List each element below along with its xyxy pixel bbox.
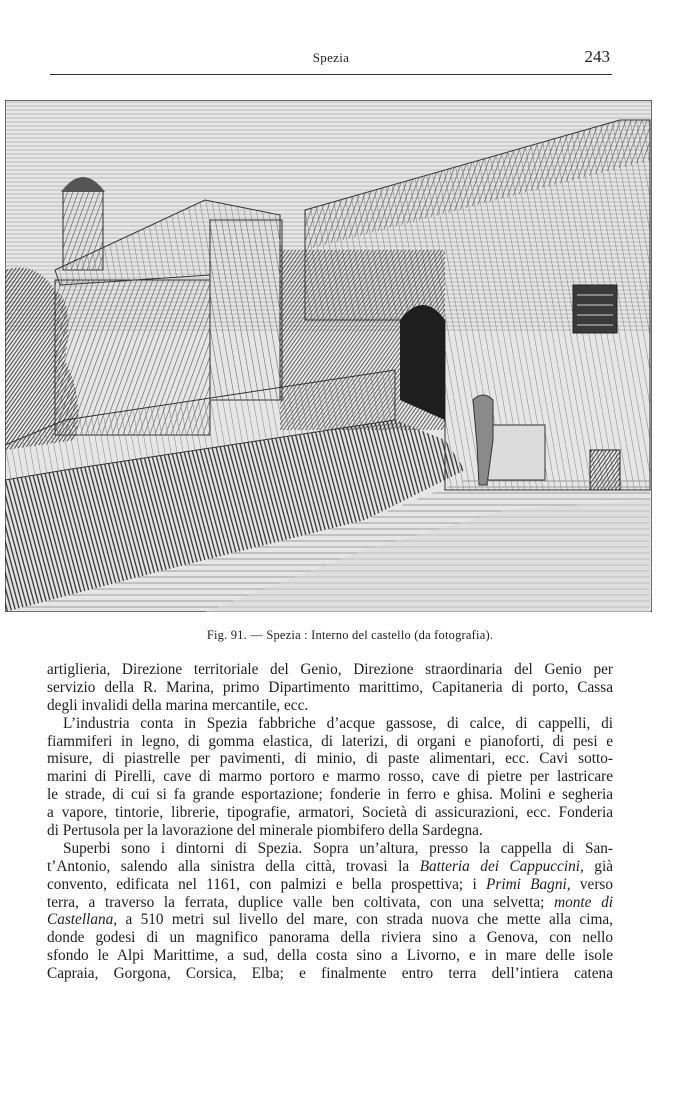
italic-place-name: monte di — [554, 893, 613, 911]
text-line: misure, di piastrelle per pavimenti, di minio, di paste alimentari, ecc. Cavi sotto- — [47, 750, 613, 768]
text-line: Superbi sono i dintorni di Spezia. Sopra un’altura, presso la cappella di San- — [63, 839, 613, 857]
text-line: artiglieria, Direzione territoriale del Genio, Direzione straordinaria del Genio per — [47, 661, 613, 678]
text-line: servizio della R. Marina, primo Dipartimento marittimo, Capitaneria di porto, Cassa — [47, 678, 613, 696]
text-run: t’Antonio, salendo alla sinistra della città, trovasi la — [47, 857, 410, 875]
text-line: donde godesi di un magnifico panorama della riviera sino a Genova, con nello — [47, 929, 613, 947]
text-line: L’industria conta in Spezia fabbriche d’acque gassose, di calce, di cappelli, di — [63, 714, 613, 732]
page-header — [50, 48, 612, 75]
text-line: a vapore, tintorie, librerie, tipografie, armatori, Società di assicurazioni, ecc. Fonderia — [47, 804, 613, 822]
body-text — [47, 661, 613, 983]
italic-place-name: Castellana, — [47, 911, 118, 929]
text-line: fiammiferi in legno, di gomma elastica, di laterizi, di organi e pianoforti, di pesi e — [47, 732, 613, 750]
text-line: di Pertusola per la lavorazione del minerale piombifero della Sardegna. — [47, 822, 483, 840]
page-number: 243 — [584, 47, 610, 66]
text-run: terra, a traverso la ferrata, duplice valle ben coltivata, con una selvetta; — [47, 893, 545, 911]
text-run: convento, edificata nel 1161, con palmizi e bella prospettiva; i — [47, 875, 477, 893]
running-title: Spezia — [312, 50, 350, 65]
castle-engraving — [5, 100, 652, 612]
stone-table — [485, 425, 545, 480]
text-line — [47, 894, 613, 912]
italic-place-name: Primi Bagni, — [486, 875, 571, 893]
text-run: già — [594, 857, 613, 875]
text-line: degli invalidi della marina mercantile, ecc. — [47, 696, 309, 714]
italic-place-name: Batteria dei Cappuccini, — [419, 857, 584, 875]
text-line — [47, 858, 613, 876]
text-run: a 510 metri sul livello del mare, con strada nuova che mette alla cima, — [125, 911, 613, 929]
text-line: sfondo le Alpi Marittime, a sud, della costa sino a Livorno, e in mare delle isole — [47, 947, 613, 965]
text-line — [47, 876, 613, 894]
text-line: Capraia, Gorgona, Corsica, Elba; e finalmente entro terra dell’intiera catena — [47, 965, 613, 983]
barred-window — [573, 285, 617, 333]
text-line — [47, 911, 613, 929]
text-line: le strade, di cui si fa grande esportazione; fonderie in ferro e ghisa. Molini e segheria — [47, 786, 613, 804]
gateway-arch — [400, 305, 445, 420]
figure-caption: Fig. 91. — Spezia : Interno del castello (da fotografia). — [206, 628, 494, 642]
text-run: verso — [579, 875, 613, 893]
castle-engraving-figure — [5, 100, 652, 612]
bastion-corner-face — [210, 220, 282, 400]
text-line: marini di Pirelli, cave di marmo portoro e marmo rosso, cave di pietre per lastricare — [47, 768, 613, 786]
